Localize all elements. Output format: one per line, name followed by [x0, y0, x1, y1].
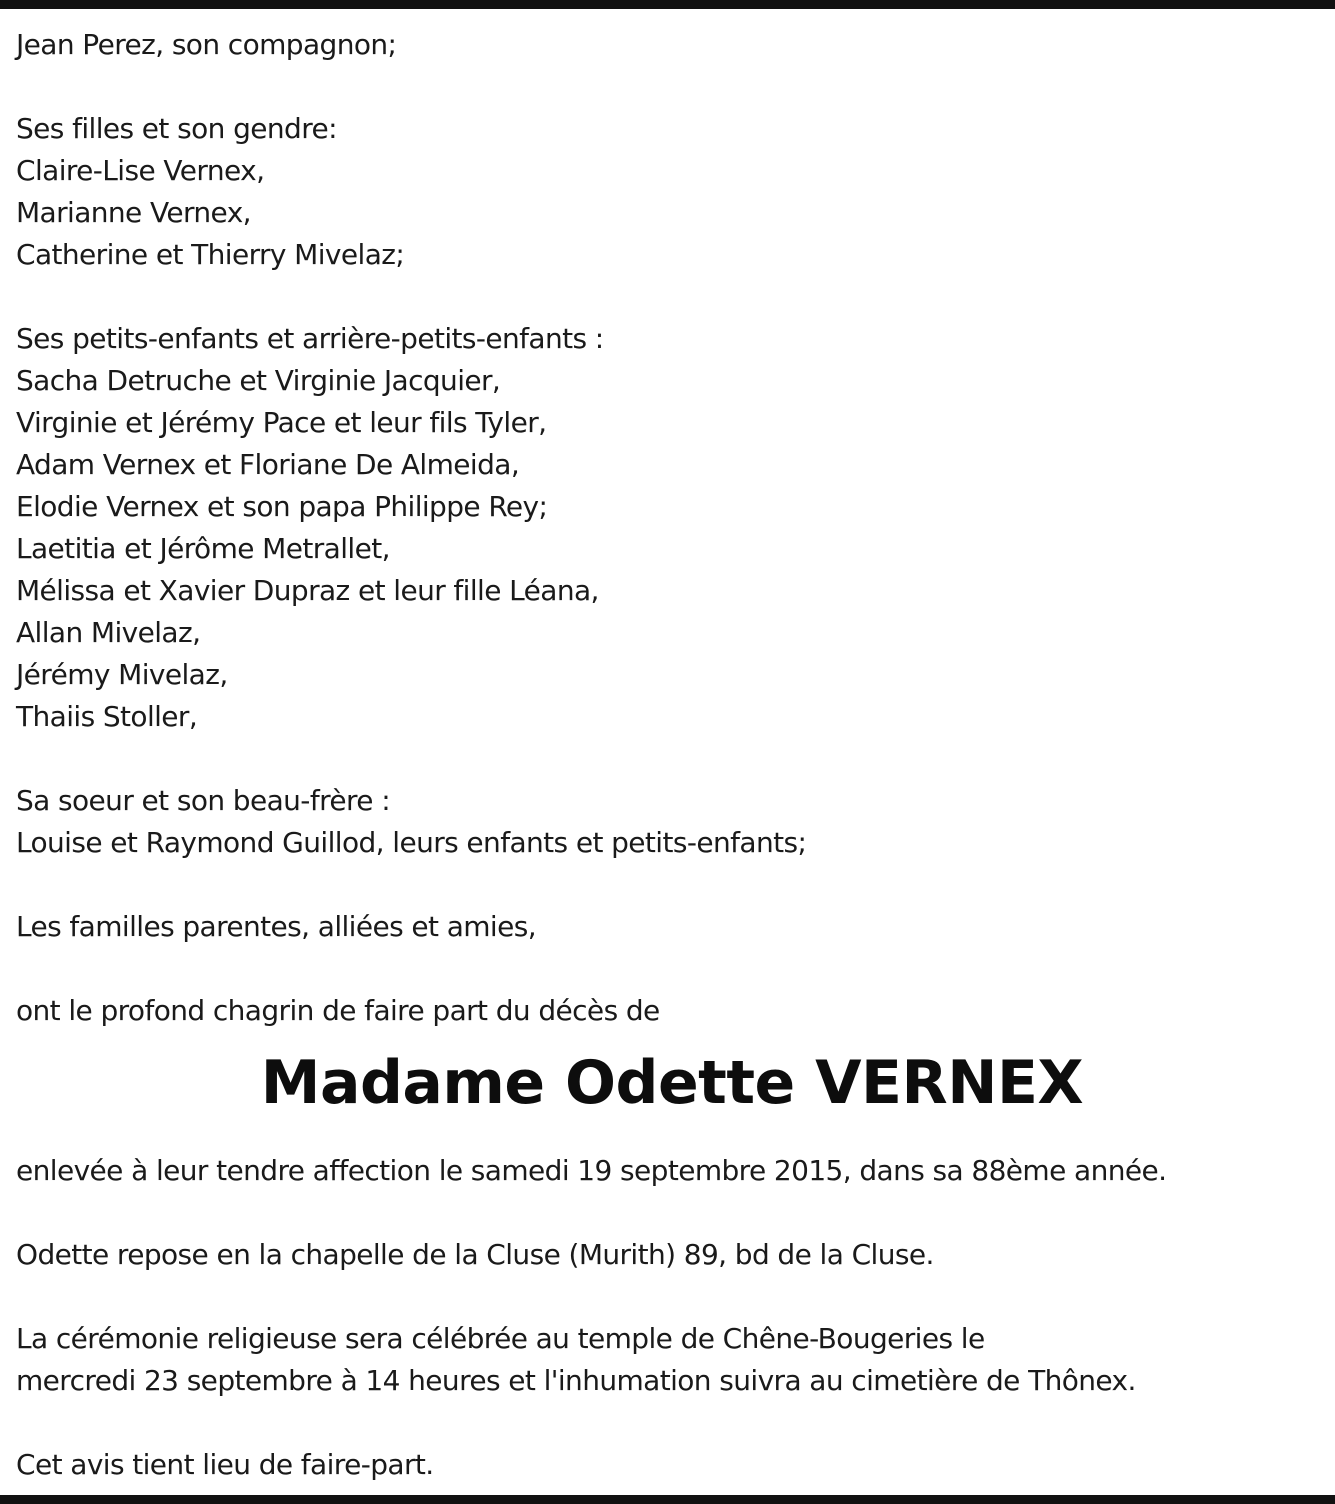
closing-line: Cet avis tient lieu de faire-part.: [16, 1448, 434, 1481]
grandchildren-heading: Ses petits-enfants et arrière-petits-enfants :: [16, 322, 604, 355]
grandchild-name: Mélissa et Xavier Dupraz et leur fille Léana,: [16, 574, 599, 607]
grandchild-name: Jérémy Mivelaz,: [16, 658, 228, 691]
grandchild-name: Laetitia et Jérôme Metrallet,: [16, 532, 390, 565]
spacer: [16, 1276, 1328, 1318]
announcement-line: ont le profond chagrin de faire part du décès de: [16, 994, 660, 1027]
bottom-border-rule: [0, 1495, 1335, 1504]
sibling-heading: Sa soeur et son beau-frère :: [16, 784, 391, 817]
spacer: [16, 276, 1328, 318]
grandchild-name: Thaiis Stoller,: [16, 700, 198, 733]
ceremony-line: La cérémonie religieuse sera célébrée au temple de Chêne-Bougeries le: [16, 1322, 985, 1355]
spacer: [16, 948, 1328, 990]
grandchild-name: Elodie Vernex et son papa Philippe Rey;: [16, 490, 548, 523]
death-notice: [16, 24, 1328, 1486]
ceremony-line: mercredi 23 septembre à 14 heures et l'inhumation suivra au cimetière de Thônex.: [16, 1364, 1136, 1397]
grandchild-name: Allan Mivelaz,: [16, 616, 201, 649]
grandchild-name: Sacha Detruche et Virginie Jacquier,: [16, 364, 501, 397]
grandchild-name: Adam Vernex et Floriane De Almeida,: [16, 448, 520, 481]
rest-line: Odette repose en la chapelle de la Cluse (Murith) 89, bd de la Cluse.: [16, 1238, 934, 1271]
spacer: [16, 1122, 1328, 1150]
daughters-heading: Ses filles et son gendre:: [16, 112, 337, 145]
spacer: [16, 66, 1328, 108]
top-border-rule: [0, 0, 1335, 9]
families-line: Les familles parentes, alliées et amies,: [16, 910, 537, 943]
grandchild-name: Virginie et Jérémy Pace et leur fils Tyler,: [16, 406, 547, 439]
companion-line: Jean Perez, son compagnon;: [16, 28, 397, 61]
deceased-name: Madame Odette VERNEX: [260, 1048, 1084, 1118]
daughter-name: Marianne Vernex,: [16, 196, 251, 229]
daughter-name: Catherine et Thierry Mivelaz;: [16, 238, 405, 271]
spacer: [16, 738, 1328, 780]
passing-line: enlevée à leur tendre affection le samedi 19 septembre 2015, dans sa 88ème année.: [16, 1154, 1167, 1187]
daughter-name: Claire-Lise Vernex,: [16, 154, 265, 187]
spacer: [16, 1192, 1328, 1234]
spacer: [16, 864, 1328, 906]
spacer: [16, 1402, 1328, 1444]
sibling-name: Louise et Raymond Guillod, leurs enfants et petits-enfants;: [16, 826, 807, 859]
